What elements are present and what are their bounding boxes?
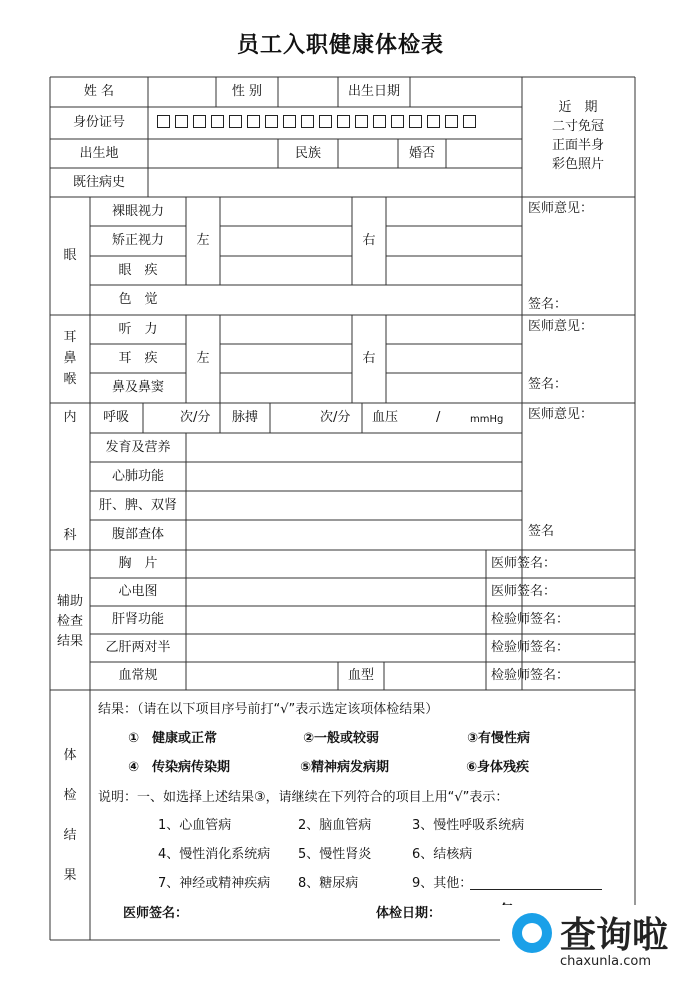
result-label-1: 体 bbox=[63, 748, 77, 763]
ent-sign: 签名： bbox=[528, 377, 568, 392]
eye-row-color: 色 觉 bbox=[118, 292, 158, 307]
eye-right-label: 右 bbox=[362, 233, 376, 248]
search-icon bbox=[512, 913, 552, 953]
aux-sign-5: 检验师签名： bbox=[491, 668, 570, 683]
photo-line-2: 二寸免冠 bbox=[551, 119, 605, 134]
result-label-2: 检 bbox=[63, 788, 77, 803]
disease-2[interactable]: 2、脑血管病 bbox=[298, 818, 372, 833]
gender-label: 性 别 bbox=[231, 84, 263, 99]
internal-label-bottom: 科 bbox=[63, 528, 77, 543]
pulse-label: 脉搏 bbox=[231, 410, 259, 425]
aux-label-3: 结果 bbox=[56, 634, 84, 649]
ent-label-throat: 喉 bbox=[63, 372, 77, 387]
ent-label-nose: 鼻 bbox=[63, 351, 77, 366]
internal-row-liver-spleen-kidney: 肝、脾、双肾 bbox=[98, 498, 178, 513]
history-label: 既往病史 bbox=[72, 175, 126, 190]
ent-row-hearing: 听 力 bbox=[118, 322, 158, 337]
aux-row-hepatitis-b: 乙肝两对半 bbox=[105, 640, 171, 655]
disease-9[interactable]: 9、其他： bbox=[412, 876, 473, 891]
aux-sign-3: 检验师签名： bbox=[491, 612, 570, 627]
result-option-4[interactable]: ④ 传染病传染期 bbox=[128, 760, 231, 775]
pulse-unit: 次/分 bbox=[320, 410, 351, 425]
watermark-url: chaxunla.com bbox=[560, 954, 651, 969]
aux-sign-1: 医师签名： bbox=[491, 556, 557, 571]
bp-unit: mmHg bbox=[470, 414, 504, 425]
internal-label-top: 内 bbox=[63, 410, 77, 425]
name-label: 姓 名 bbox=[83, 84, 115, 99]
internal-row-heart-lung: 心肺功能 bbox=[111, 469, 165, 484]
disease-4[interactable]: 4、慢性消化系统病 bbox=[158, 847, 271, 862]
aux-row-chest: 胸 片 bbox=[118, 556, 158, 571]
aux-sign-2: 医师签名： bbox=[491, 584, 557, 599]
aux-label-1: 辅助 bbox=[56, 594, 84, 609]
eye-left-label: 左 bbox=[196, 233, 210, 248]
marital-label: 婚否 bbox=[408, 146, 436, 161]
result-instruction: 结果：（请在以下项目序号前打“√”表示选定该项体检结果） bbox=[98, 702, 439, 717]
aux-row-blood-routine: 血常规 bbox=[118, 668, 158, 683]
breath-label: 呼吸 bbox=[102, 410, 130, 425]
eye-sign: 签名： bbox=[528, 297, 568, 312]
result-option-2[interactable]: ②一般或较弱 bbox=[303, 731, 380, 746]
internal-row-development: 发育及营养 bbox=[105, 440, 171, 455]
id-number-label: 身份证号 bbox=[72, 115, 126, 130]
eye-row-disease: 眼 疾 bbox=[118, 263, 158, 278]
birth-date-label: 出生日期 bbox=[347, 84, 401, 99]
ent-label-ear: 耳 bbox=[63, 330, 77, 345]
disease-6[interactable]: 6、结核病 bbox=[412, 847, 473, 862]
ent-left-label: 左 bbox=[196, 351, 210, 366]
aux-row-ecg: 心电图 bbox=[118, 584, 158, 599]
result-label-4: 果 bbox=[63, 868, 77, 883]
eye-opinion: 医师意见： bbox=[528, 201, 594, 216]
other-disease-blank[interactable] bbox=[470, 889, 602, 890]
eye-row-corrected-vision: 矫正视力 bbox=[111, 233, 165, 248]
disease-3[interactable]: 3、慢性呼吸系统病 bbox=[412, 818, 525, 833]
form-title: 员工入职健康体检表 bbox=[236, 33, 444, 58]
disease-8[interactable]: 8、糖尿病 bbox=[298, 876, 359, 891]
ent-right-label: 右 bbox=[362, 351, 376, 366]
disease-7[interactable]: 7、神经或精神疾病 bbox=[158, 876, 271, 891]
photo-line-4: 彩色照片 bbox=[551, 157, 605, 172]
result-option-3[interactable]: ③有慢性病 bbox=[467, 731, 531, 746]
exam-date-label: 体检日期： bbox=[376, 906, 442, 921]
watermark bbox=[500, 905, 681, 992]
eye-row-naked-vision: 裸眼视力 bbox=[111, 204, 165, 219]
result-label-3: 结 bbox=[63, 828, 77, 843]
internal-sign: 签名 bbox=[528, 524, 555, 539]
result-option-1[interactable]: ① 健康或正常 bbox=[128, 731, 218, 746]
internal-opinion: 医师意见： bbox=[528, 407, 594, 422]
result-option-6[interactable]: ⑥身体残疾 bbox=[466, 760, 530, 775]
ent-row-ear-disease: 耳 疾 bbox=[118, 351, 158, 366]
birthplace-label: 出生地 bbox=[79, 146, 119, 161]
photo-line-1: 近 期 bbox=[558, 100, 598, 115]
ethnicity-label: 民族 bbox=[294, 146, 322, 161]
blood-type-label: 血型 bbox=[347, 668, 375, 683]
bp-label: 血压 bbox=[372, 410, 399, 425]
result-note: 说明：一、如选择上述结果③，请继续在下列符合的项目上用“√”表示： bbox=[98, 790, 509, 805]
doctor-sign-label: 医师签名： bbox=[123, 906, 189, 921]
breath-unit: 次/分 bbox=[180, 410, 211, 425]
id-number-boxes[interactable] bbox=[157, 115, 476, 128]
aux-sign-4: 检验师签名： bbox=[491, 640, 570, 655]
ent-row-nose: 鼻及鼻窦 bbox=[111, 380, 165, 395]
aux-label-2: 检查 bbox=[56, 614, 84, 629]
aux-row-liver-kidney: 肝肾功能 bbox=[111, 612, 165, 627]
eye-section-label: 眼 bbox=[63, 248, 77, 263]
photo-line-3: 正面半身 bbox=[551, 138, 605, 153]
bp-slash: / bbox=[436, 410, 441, 425]
disease-1[interactable]: 1、心血管病 bbox=[158, 818, 232, 833]
disease-5[interactable]: 5、慢性肾炎 bbox=[298, 847, 372, 862]
internal-row-abdomen: 腹部查体 bbox=[111, 527, 165, 542]
ent-opinion: 医师意见： bbox=[528, 319, 594, 334]
result-option-5[interactable]: ⑤精神病发病期 bbox=[300, 760, 390, 775]
watermark-brand: 查询啦 bbox=[560, 915, 669, 956]
